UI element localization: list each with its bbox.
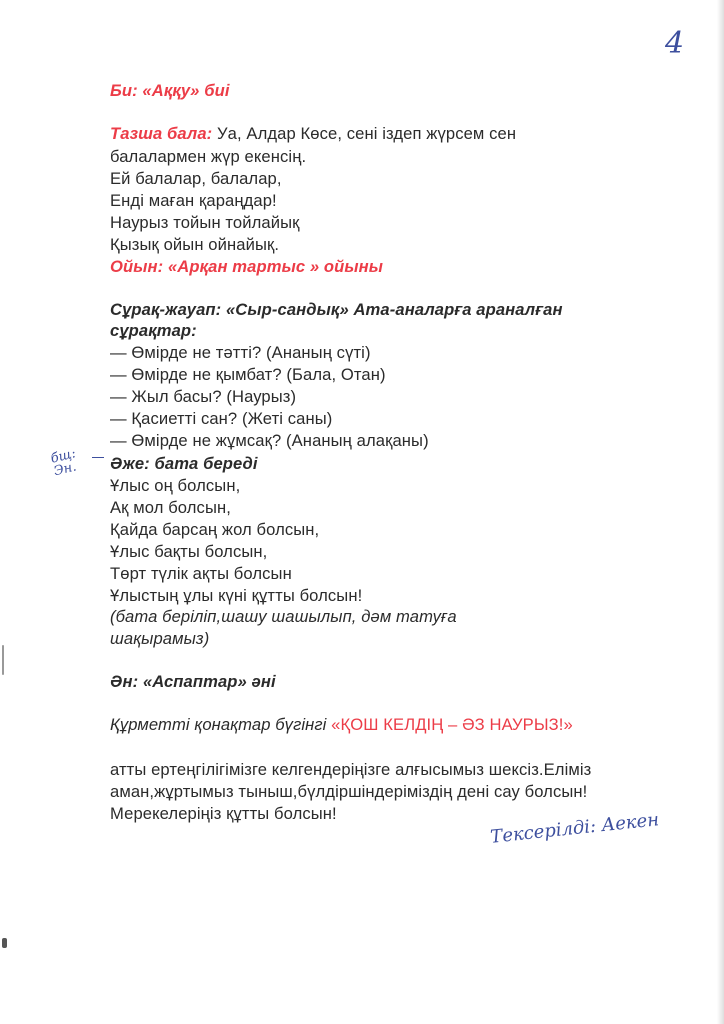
scan-edge-shadow [717,0,724,1024]
blessing-line: Ұлыс бақты болсын, [110,542,268,561]
tazsha-bala-line [110,123,516,144]
speech-text: Уа, Алдар Көсе, сені іздеп жүрсем сен [212,124,517,143]
blessing-heading: Әже: бата береді [110,454,258,473]
speaker-label: Тазша бала: [110,124,213,143]
qa-item: — Қасиетті сан? (Жеті саны) [110,409,333,428]
dance-heading: Би: «Аққу» биі [110,81,230,100]
text-line: балалармен жүр екенсің. [110,147,307,166]
handwritten-dash [92,457,104,458]
qa-item: — Жыл басы? (Наурыз) [110,387,297,406]
greeting-text: Құрметті қонақтар бүгінгі [110,715,327,734]
text-line: Наурыз тойын тойлайық [110,213,300,232]
blessing-line: Ұлыстың ұлы күні құтты болсын! [110,586,363,605]
blessing-line: Төрт түлік ақты болсын [110,564,292,583]
handwritten-note: бщ: Эн. [49,446,78,480]
text-line: Енді маған қараңдар! [110,191,277,210]
qa-heading-cont: сұрақтар: [110,321,197,340]
closing-line: аман,жұртымыз тыныш,бүлдіршіндеріміздің дені сау болсын! [110,782,588,801]
text-line: Қызық ойын ойнайық. [110,235,280,254]
page-number: 4 [665,26,685,61]
qa-item: — Өмірде не қымбат? (Бала, Отан) [110,365,386,384]
text-line: Ей балалар, балалар, [110,169,282,188]
stage-direction: (бата беріліп,шашу шашылып, дәм татуға [110,607,457,626]
qa-heading: Сұрақ-жауап: «Сыр-сандық» Ата-аналарға араналған [110,300,563,319]
closing-line: атты ертеңгілігімізге келгендеріңізге алғысымыз шексіз.Еліміз [110,760,592,779]
handwritten-signature: Тексерілді: Аекен [489,809,661,848]
song-heading: Ән: «Аспаптар» әні [110,672,276,691]
blessing-line: Ақ мол болсын, [110,498,231,517]
event-title: «ҚОШ КЕЛДІҢ – ӘЗ НАУРЫЗ!» [326,715,573,734]
qa-item: — Өмірде не тәтті? (Ананың сүті) [110,343,371,362]
greeting-line [110,714,573,735]
qa-item: — Өмірде не жұмсақ? (Ананың алақаны) [110,431,429,450]
game-heading: Ойын: «Арқан тартыс » ойыны [110,257,384,276]
stage-direction-cont: шақырамыз) [110,629,210,648]
closing-line: Мерекелеріңіз құтты болсын! [110,804,337,823]
blessing-line: Қайда барсаң жол болсын, [110,520,320,539]
scan-speck [2,645,4,675]
scan-speck [2,938,7,948]
blessing-line: Ұлыс оң болсын, [110,476,241,495]
